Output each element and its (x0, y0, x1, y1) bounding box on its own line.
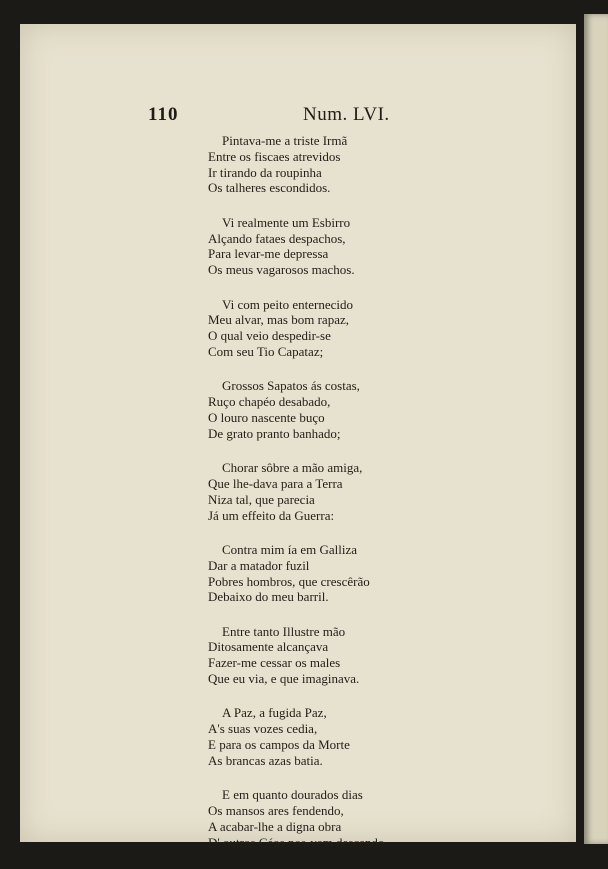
stanza (208, 378, 468, 441)
poem-line: Com seu Tio Capataz; (208, 343, 324, 359)
poem-line: Ruço chapéo desabado, (208, 394, 331, 410)
poem-line: Ir tirando da roupinha (208, 164, 322, 180)
poem-line: A Paz, a fugida Paz, (222, 705, 327, 721)
poem-line: O louro nascente buço (208, 409, 325, 425)
poem-line: Chorar sôbre a mão amiga, (222, 460, 363, 476)
poem-line: E em quanto dourados dias (222, 787, 363, 803)
poem-line: Alçando fataes despachos, (208, 230, 346, 246)
poem-heading: Num. LVI. (303, 104, 390, 125)
poem-line: E para os campos da Morte (208, 737, 350, 753)
poem-line: Que eu via, e que imaginava. (208, 671, 360, 687)
poem-line: As brancas azas batia. (208, 752, 323, 768)
poem-line: A acabar-lhe a digna obra (208, 818, 342, 834)
poem-line: Já um effeito da Guerra: (208, 507, 335, 523)
page-number: 110 (148, 104, 179, 125)
poem-line: A's suas vozes cedia, (208, 721, 318, 737)
stanza (208, 787, 468, 850)
poem-line: Entre tanto Illustre mão (222, 623, 346, 639)
poem-line: O qual veio despedir-se (208, 328, 331, 344)
poem-line: D' outros Céos nos-vem descendo. (208, 834, 388, 850)
poem-line: Vi com peito enternecido (222, 296, 353, 312)
poem-line: Pobres hombros, que crescêrão (208, 573, 370, 589)
poem-line: Grossos Sapatos ás costas, (222, 378, 360, 394)
poem-line: Vi realmente um Esbirro (222, 214, 351, 230)
stanza (208, 705, 468, 768)
poem-body (208, 133, 468, 869)
poem-line: Entre os fiscaes atrevidos (208, 148, 341, 164)
poem-line: De grato pranto banhado; (208, 425, 341, 441)
adjacent-page-edge (584, 14, 608, 844)
poem-line: Fazer-me cessar os males (208, 655, 341, 671)
poem-line: Os mansos ares fendendo, (208, 803, 344, 819)
poem-line: Os meus vagarosos machos. (208, 262, 355, 278)
poem-line: Pintava-me a triste Irmã (222, 133, 348, 148)
poem-line: Contra mim ía em Galliza (222, 541, 358, 557)
poem-line: Para levar-me depressa (208, 246, 329, 262)
stanza (208, 215, 468, 278)
poem-line: Debaixo do meu barril. (208, 589, 329, 605)
poem-line: Niza tal, que parecia (208, 491, 315, 507)
stanza (208, 542, 468, 605)
poem-line: Os talheres escondidos. (208, 180, 331, 196)
stanza (208, 624, 468, 687)
poem-line: Meu alvar, mas bom rapaz, (208, 312, 349, 328)
poem-line: Dar a matador fuzil (208, 557, 310, 573)
poem-line: Que lhe-dava para a Terra (208, 475, 343, 491)
stanza (208, 297, 468, 360)
stanza (208, 460, 468, 523)
stanza (208, 133, 468, 196)
book-page (20, 24, 576, 850)
poem-line: Ditosamente alcançava (208, 639, 329, 655)
